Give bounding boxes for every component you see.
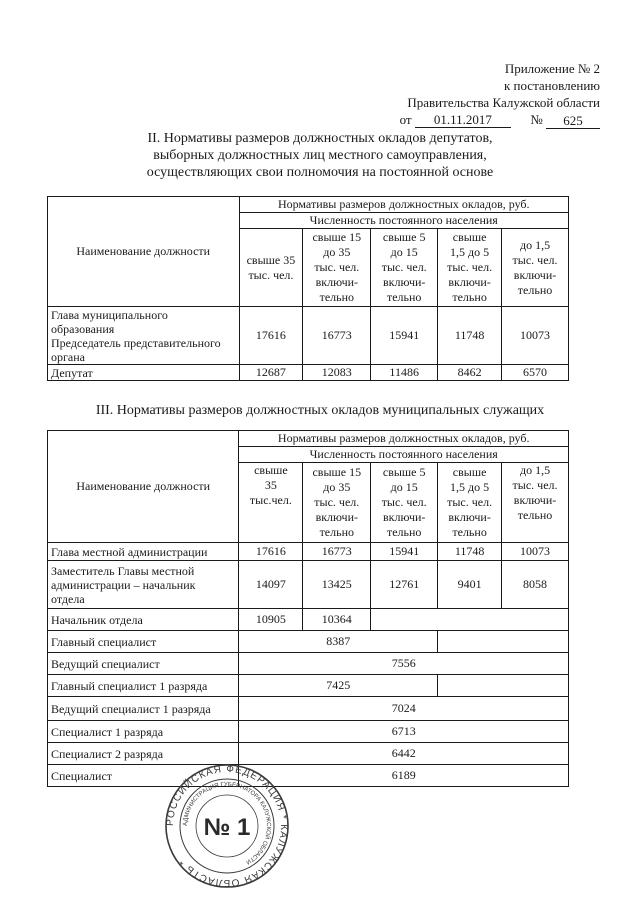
population-column-header [371, 229, 438, 307]
salary-cell: 10905 [239, 609, 303, 631]
empty-cell [438, 631, 569, 653]
header-line: до 1,5 [519, 237, 551, 252]
header-line: тельно [386, 525, 422, 539]
position-name: Специалист [48, 765, 239, 787]
position-name: Начальник отдела [48, 609, 239, 631]
header-line: свыше 15 [312, 230, 362, 244]
salary-cell: 12687 [239, 365, 303, 381]
header-line: тыс. чел. [447, 260, 493, 274]
salary-cell: 12761 [371, 561, 438, 609]
header-line: включи- [513, 267, 557, 282]
header-line: до 35 [323, 245, 351, 259]
position-name: Депутат [48, 365, 240, 381]
header-line: до 15 [390, 245, 418, 259]
position-name: Специалист 1 разряда [48, 721, 239, 743]
name-column-header: Наименование должности [48, 197, 240, 307]
section-2-table [47, 196, 569, 381]
population-column-header [502, 463, 569, 543]
header-line: тыс. чел. [381, 260, 427, 274]
header-line: включи- [382, 275, 426, 289]
header-line: тыс. чел. [314, 260, 360, 274]
header-line: включи- [315, 510, 359, 524]
seal-ring-text: РОССИЙСКАЯ ФЕДЕРАЦИЯ * КАЛУЖСКАЯ ОБЛАСТЬ * [164, 764, 290, 889]
salary-cell: 7425 [239, 675, 438, 697]
date-prefix: от [399, 112, 412, 127]
salary-cell: 6442 [239, 743, 569, 765]
header-line: тыс. чел. [512, 252, 558, 267]
header-line: включи- [382, 510, 426, 524]
header-line: тельно [386, 290, 422, 304]
seal-center-number: № 1 [203, 814, 251, 841]
number-prefix: № [530, 112, 543, 127]
position-name: Глава местной администрации [48, 543, 239, 561]
name-line: отдела [51, 591, 85, 606]
header-line: свыше [452, 465, 487, 479]
name-line: администрации – начальник [51, 577, 196, 592]
position-name: Специалист 2 разряда [48, 743, 239, 765]
empty-cell [371, 609, 569, 631]
date-value: 01.11.2017 [415, 113, 511, 128]
position-name: Ведущий специалист 1 разряда [48, 697, 239, 721]
salary-cell: 10073 [502, 543, 569, 561]
population-column-header [239, 229, 303, 307]
salary-cell: 14097 [239, 561, 303, 609]
header-line: 1,5 до 5 [450, 245, 490, 259]
header-line: тыс. чел. [314, 495, 360, 509]
position-name: Главный специалист [48, 631, 239, 653]
salary-cell: 11486 [371, 365, 438, 381]
position-name: Ведущий специалист [48, 653, 239, 675]
population-header: Численность постоянного населения [239, 447, 569, 463]
name-column-header: Наименование должности [48, 431, 239, 543]
table-row [48, 561, 569, 609]
name-line: Заместитель Главы местной [51, 563, 195, 578]
norms-header: Нормативы размеров должностных окладов, руб. [239, 197, 569, 213]
header-line: тыс.чел. [249, 493, 292, 507]
table-row [48, 765, 569, 787]
table-row [48, 631, 569, 653]
table-row [48, 721, 569, 743]
salary-cell: 17616 [239, 307, 303, 365]
salary-cell: 6570 [502, 365, 569, 381]
section-2-title [40, 130, 600, 181]
header-line: 1,5 до 5 [450, 480, 490, 494]
salary-cell: 10364 [303, 609, 371, 631]
salary-cell: 11748 [438, 543, 502, 561]
header-line: свыше 15 [312, 465, 362, 479]
salary-cell: 8387 [239, 631, 438, 653]
header-line: тыс. чел. [447, 495, 493, 509]
seal-graphic [152, 764, 302, 889]
header-line: тельно [452, 290, 487, 304]
header-line: тыс. чел. [381, 495, 427, 509]
population-column-header [438, 229, 502, 307]
header-line: тельно [319, 525, 355, 539]
appendix-line-2: к постановлению [503, 78, 600, 93]
salary-cell: 10073 [502, 307, 569, 365]
header-line: тыс. чел. [248, 267, 294, 282]
salary-cell: 15941 [371, 543, 438, 561]
population-column-header [239, 463, 303, 543]
table-row [48, 365, 569, 381]
salary-cell: 9401 [438, 561, 502, 609]
population-column-header [502, 229, 569, 307]
table-row [48, 307, 569, 365]
population-column-header [303, 229, 371, 307]
header-line: свыше 35 [246, 252, 296, 267]
salary-cell: 8058 [502, 561, 569, 609]
section-2-title-line: осуществляющих свои полномочия на постоянной основе [146, 165, 494, 180]
appendix-header [400, 60, 600, 129]
salary-cell: 12083 [303, 365, 371, 381]
position-name [48, 561, 239, 609]
salary-cell: 6189 [239, 765, 569, 787]
appendix-line-1: Приложение № 2 [504, 61, 600, 76]
salary-cell: 17616 [239, 543, 303, 561]
header-line: включи- [315, 275, 359, 289]
salary-cell: 8462 [438, 365, 502, 381]
header-line: тельно [319, 290, 355, 304]
table-row [48, 743, 569, 765]
population-column-header [438, 463, 502, 543]
position-name [48, 307, 240, 365]
appendix-line-3: Правительства Калужской области [407, 95, 600, 110]
name-line: Глава муниципального [51, 307, 168, 322]
header-line: включи- [448, 275, 491, 289]
salary-cell: 7024 [239, 697, 569, 721]
salary-cell: 16773 [303, 543, 371, 561]
population-column-header [303, 463, 371, 543]
name-line: Председатель представительного [51, 335, 221, 350]
table-row [48, 653, 569, 675]
number-value: 625 [546, 114, 600, 129]
header-line: включи- [513, 493, 557, 507]
header-line: свыше [452, 230, 487, 244]
header-line: до 35 [323, 480, 351, 494]
norms-header: Нормативы размеров должностных окладов, руб. [239, 431, 569, 447]
position-name: Главный специалист 1 разряда [48, 675, 239, 697]
population-header: Численность постоянного населения [239, 213, 569, 229]
section-3-table [47, 430, 569, 787]
header-line: тельно [517, 508, 553, 522]
seal-inner-text: АДМИНИСТРАЦИЯ ГУБЕРНАТОРА КАЛУЖСКОЙ ОБЛАСТИ [182, 781, 272, 865]
salary-cell: 6713 [239, 721, 569, 743]
header-line: тельно [452, 525, 487, 539]
header-line: свыше [254, 463, 288, 477]
section-3-title: III. Нормативы размеров должностных окладов муниципальных служащих [95, 403, 545, 418]
table-row [48, 675, 569, 697]
salary-cell: 13425 [303, 561, 371, 609]
table-row [48, 697, 569, 721]
name-line: органа [51, 349, 85, 364]
header-line: тыс. чел. [512, 478, 558, 492]
header-line: до 1,5 [519, 463, 551, 477]
table-row [48, 543, 569, 561]
name-line: образования [51, 321, 115, 336]
header-line: свыше 5 [382, 230, 426, 244]
section-2-title-line: выборных должностных лиц местного самоуправления, [153, 148, 487, 163]
official-seal [152, 764, 302, 889]
salary-cell: 7556 [239, 653, 569, 675]
salary-cell: 15941 [371, 307, 438, 365]
section-2-title-line: II. Нормативы размеров должностных окладов депутатов, [147, 131, 493, 146]
header-line: свыше 5 [382, 465, 426, 479]
header-line: 35 [264, 478, 277, 492]
header-line: включи- [448, 510, 491, 524]
salary-cell: 11748 [438, 307, 502, 365]
header-line: тельно [517, 282, 553, 297]
header-line: до 15 [390, 480, 418, 494]
salary-cell: 16773 [303, 307, 371, 365]
population-column-header [371, 463, 438, 543]
table-row [48, 609, 569, 631]
empty-cell [438, 675, 569, 697]
appendix-date-line [400, 111, 600, 129]
